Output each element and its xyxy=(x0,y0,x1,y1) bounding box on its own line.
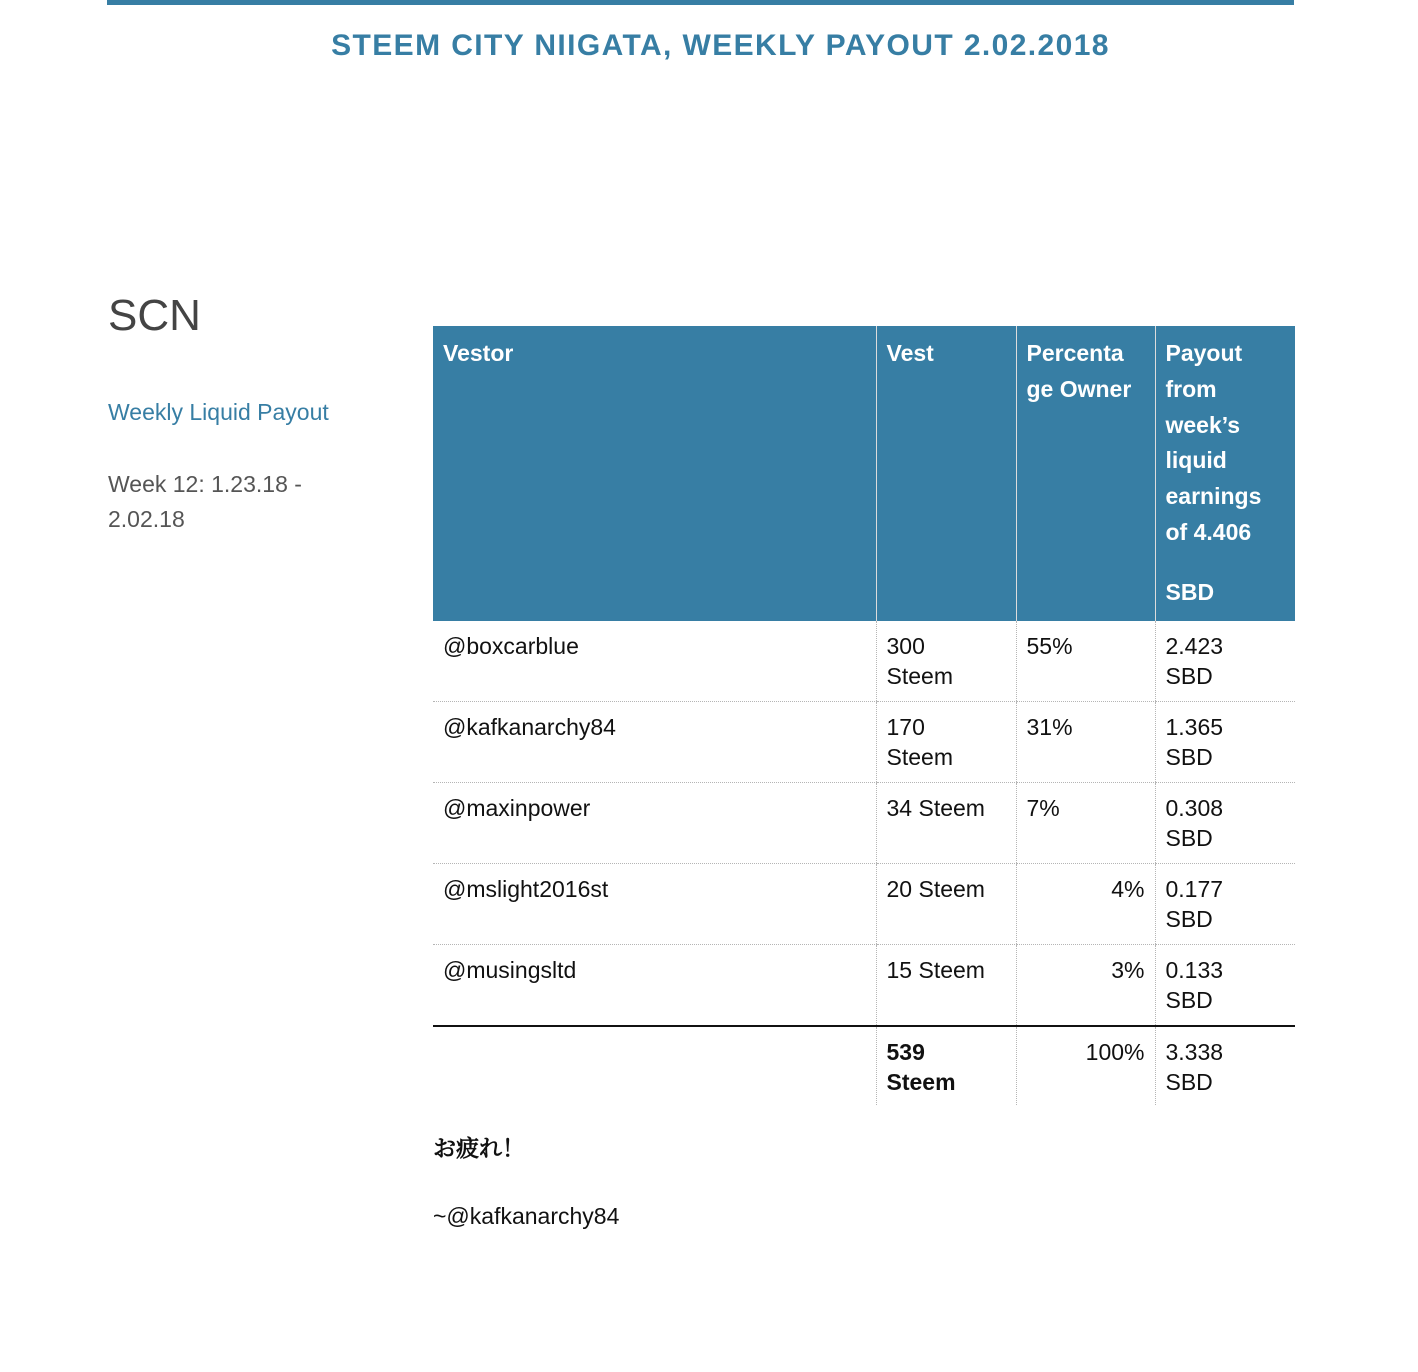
cell-vest: 34 Steem xyxy=(876,782,1016,863)
table-total-row xyxy=(433,1026,1295,1105)
header-vest: Vest xyxy=(876,326,1016,621)
header-payout-line2: from xyxy=(1165,375,1217,402)
header-payout xyxy=(1155,326,1295,621)
vest-amount: 300 xyxy=(886,632,925,659)
cell-vestor: @boxcarblue xyxy=(433,621,876,702)
week-range xyxy=(108,467,368,537)
week-range-line1: Week 12: 1.23.18 - xyxy=(108,471,302,497)
sidebar-heading: SCN xyxy=(108,291,201,340)
total-vest-unit: Steem xyxy=(886,1068,956,1095)
cell-vest: 20 Steem xyxy=(876,863,1016,944)
cell-vestor: @musingsltd xyxy=(433,944,876,1026)
header-payout-line5: earnings xyxy=(1165,483,1262,510)
table-row xyxy=(433,621,1295,702)
total-payout-unit: SBD xyxy=(1165,1068,1213,1095)
payout-amount: 0.133 xyxy=(1165,956,1224,983)
payout-amount: 2.423 xyxy=(1165,632,1224,659)
header-percentage xyxy=(1016,326,1155,621)
header-payout-line6: of 4.406 xyxy=(1165,518,1252,545)
payout-unit: SBD xyxy=(1165,986,1213,1013)
table-row xyxy=(433,944,1295,1026)
header-payout-line7: SBD xyxy=(1165,578,1215,605)
header-vestor: Vestor xyxy=(433,326,876,621)
vest-amount: 170 xyxy=(886,713,925,740)
header-payout-line3: week’s xyxy=(1165,411,1241,438)
vest-unit: Steem xyxy=(886,662,953,689)
page-title: STEEM CITY NIIGATA, WEEKLY PAYOUT 2.02.2018 xyxy=(331,29,1110,62)
cell-vest xyxy=(876,621,1016,702)
payout-unit: SBD xyxy=(1165,743,1213,770)
header-payout-line1: Payout xyxy=(1165,340,1243,366)
top-rule xyxy=(107,0,1294,5)
payout-unit: SBD xyxy=(1165,824,1213,851)
cell-payout xyxy=(1155,863,1295,944)
cell-percentage: 7% xyxy=(1016,782,1155,863)
author-signature: ~@kafkanarchy84 xyxy=(433,1203,620,1229)
cell-vestor: @maxinpower xyxy=(433,782,876,863)
cell-vestor: @kafkanarchy84 xyxy=(433,701,876,782)
cell-payout xyxy=(1155,782,1295,863)
thanks-message: お疲れ！ xyxy=(433,1135,525,1161)
cell-vest: 15 Steem xyxy=(876,944,1016,1026)
total-payout-amount: 3.338 xyxy=(1165,1038,1224,1065)
cell-vestor: @mslight2016st xyxy=(433,863,876,944)
cell-percentage: 4% xyxy=(1016,863,1155,944)
header-percentage-line2: ge Owner xyxy=(1026,375,1132,402)
total-vestor xyxy=(433,1026,876,1105)
cell-payout xyxy=(1155,621,1295,702)
vest-unit: Steem xyxy=(886,743,953,770)
cell-payout xyxy=(1155,944,1295,1026)
cell-vest xyxy=(876,701,1016,782)
cell-percentage: 3% xyxy=(1016,944,1155,1026)
header-payout-line4: liquid xyxy=(1165,447,1227,474)
cell-percentage: 55% xyxy=(1016,621,1155,702)
payout-amount: 1.365 xyxy=(1165,713,1224,740)
week-range-line2: 2.02.18 xyxy=(108,506,185,532)
total-payout xyxy=(1155,1026,1295,1105)
payout-unit: SBD xyxy=(1165,905,1213,932)
cell-percentage: 31% xyxy=(1016,701,1155,782)
table-row xyxy=(433,701,1295,782)
sidebar-subheading: Weekly Liquid Payout xyxy=(108,399,329,425)
header-percentage-line1: Percenta xyxy=(1026,340,1124,366)
table-row xyxy=(433,863,1295,944)
table-row xyxy=(433,782,1295,863)
payout-amount: 0.177 xyxy=(1165,875,1224,902)
table-header-row xyxy=(433,326,1295,621)
cell-payout xyxy=(1155,701,1295,782)
total-vest-amount: 539 xyxy=(886,1038,925,1065)
payout-unit: SBD xyxy=(1165,662,1213,689)
total-percentage: 100% xyxy=(1016,1026,1155,1105)
payout-amount: 0.308 xyxy=(1165,794,1224,821)
payout-table xyxy=(433,326,1295,1105)
total-vest xyxy=(876,1026,1016,1105)
